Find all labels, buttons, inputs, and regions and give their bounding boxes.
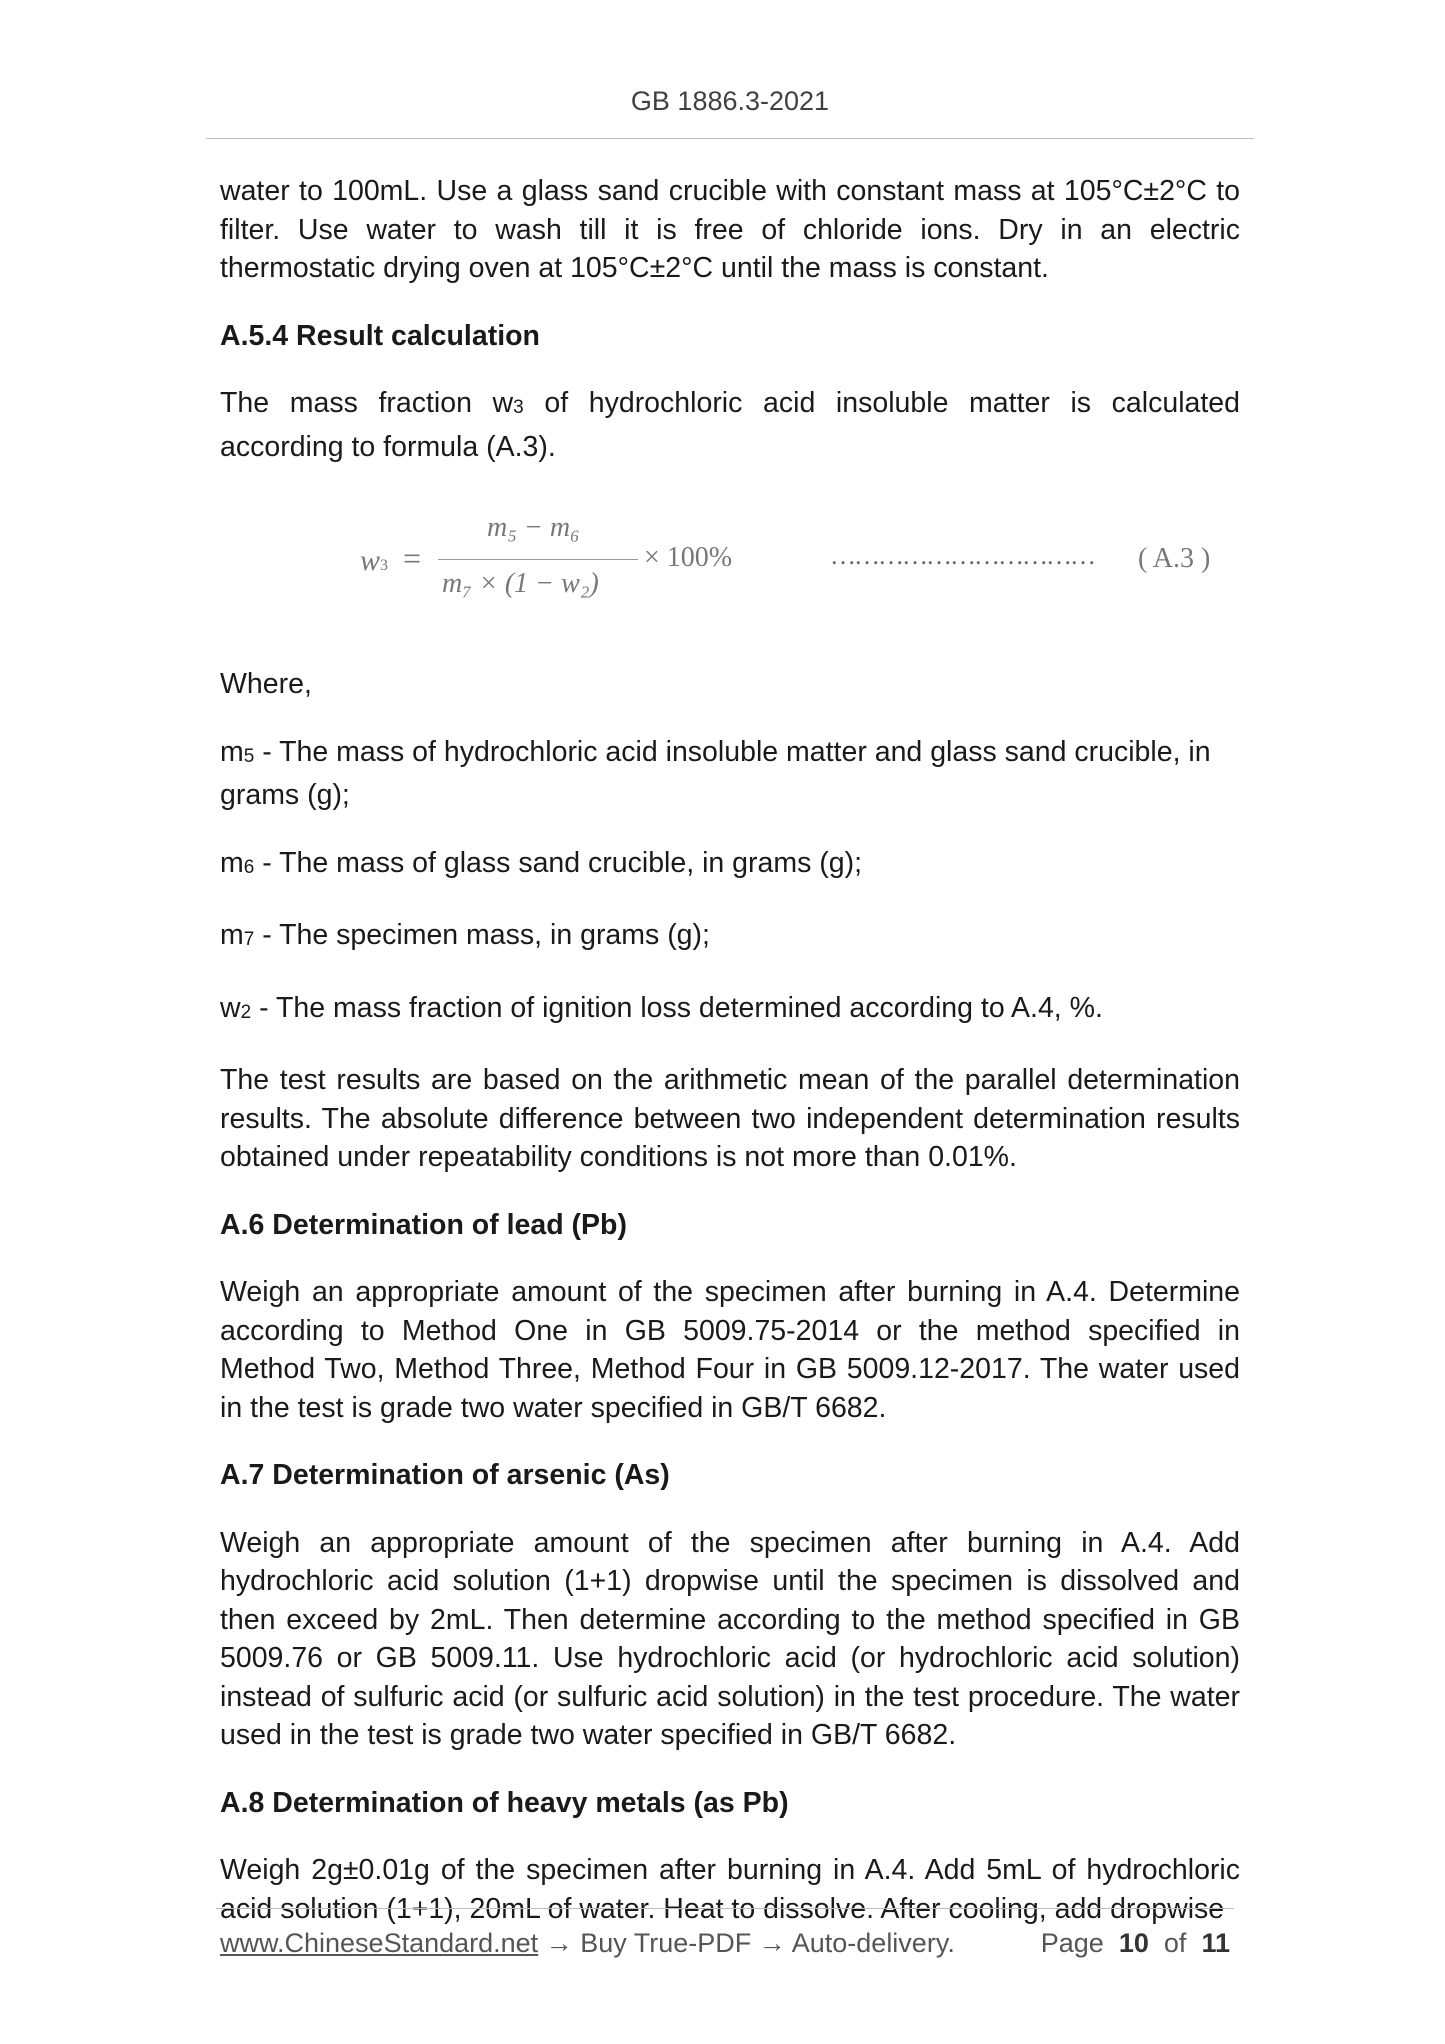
formula-numerator: m₅ − m₆ bbox=[487, 512, 580, 543]
footer-tagline: → Buy True-PDF → Auto-delivery. bbox=[538, 1928, 955, 1958]
page-footer bbox=[220, 1928, 1230, 1959]
definition-m6: m6 - The mass of glass sand crucible, in grams (g); bbox=[220, 846, 863, 879]
mass-fraction-text-a: The mass fraction w bbox=[220, 387, 514, 419]
fraction-bar bbox=[438, 559, 638, 560]
current-page-number: 10 bbox=[1118, 1928, 1149, 1958]
formula-leader-dots: …………………………… bbox=[830, 541, 1094, 570]
website-link[interactable]: www.ChineseStandard.net bbox=[220, 1928, 539, 1958]
mass-fraction-subscript: 3 bbox=[513, 397, 524, 418]
header-divider bbox=[206, 138, 1254, 139]
arsenic-paragraph: Weigh an appropriate amount of the specimen after burning in A.4. Add hydrochloric acid solution (1+1) dropwise until the specimen is dissolved and then exceed by 2mL. Then determine according to the method specified in GB 5009.76 or GB 5009.11. Use hydrochloric acid (or hydrochloric acid solution) instead of sulfuric acid (or sulfuric acid solution) in the test procedure. The water used in the test is grade two water specified in GB/T 6682. bbox=[220, 1526, 1240, 1751]
results-paragraph: The test results are based on the arithmetic mean of the parallel determination results. The absolute difference between two independent determination results obtained under repeatability conditions is not more than 0.01%. bbox=[220, 1064, 1240, 1173]
section-heading-lead: A.6 Determination of lead (Pb) bbox=[220, 1208, 627, 1241]
where-label: Where, bbox=[220, 668, 312, 700]
lead-paragraph: Weigh an appropriate amount of the specimen after burning in A.4. Determine according to Method One in GB 5009.75-2014 or the method specified in Method Two, Method Three, Method Four in GB 5009.12-2017. The water used in the test is grade two water specified in GB/T 6682. bbox=[220, 1276, 1240, 1424]
mass-fraction-text-b: of hydrochloric acid insoluble matter is calculated according to formula (A.3). bbox=[220, 387, 1241, 463]
formula-number: ( A.3 ) bbox=[1138, 543, 1211, 574]
formula-equals: = bbox=[403, 540, 422, 576]
total-pages: 11 bbox=[1201, 1928, 1230, 1958]
formula-denominator: m₇ × (1 − w₂) bbox=[442, 568, 599, 599]
section-heading-arsenic: A.7 Determination of arsenic (As) bbox=[220, 1459, 670, 1491]
formula-multiplier: × 100% bbox=[644, 542, 733, 573]
page-content bbox=[220, 172, 1240, 1957]
definition-w2: w2 - The mass fraction of ignition loss determined according to A.4, %. bbox=[220, 991, 1103, 1024]
formula-lhs: w3 bbox=[360, 544, 389, 577]
formula-a3 bbox=[220, 495, 1240, 645]
definition-m5: m5 - The mass of hydrochloric acid insoluble matter and glass sand crucible, in grams (g); bbox=[220, 735, 1211, 811]
section-heading-result-calculation: A.5.4 Result calculation bbox=[220, 319, 540, 352]
intro-paragraph: water to 100mL. Use a glass sand crucible with constant mass at 105°C±2°C to filter. Use water to wash till it is free of chloride ions. Dry in an electric thermostatic drying oven at 105°C±2°C until the mass is constant. bbox=[220, 175, 1240, 284]
section-heading-heavy-metals: A.8 Determination of heavy metals (as Pb) bbox=[220, 1786, 789, 1819]
page-indicator: Page 10 of 11 bbox=[1040, 1928, 1230, 1958]
footer-divider bbox=[216, 1908, 1234, 1909]
heavy-metals-paragraph: Weigh 2g±0.01g of the specimen after burning in A.4. Add 5mL of hydrochloric acid solution (1+1), 20mL of water. Heat to dissolve. After cooling, add dropwise bbox=[220, 1854, 1240, 1925]
mass-fraction-paragraph bbox=[220, 384, 1240, 466]
document-id-header: GB 1886.3-2021 bbox=[630, 86, 830, 116]
definition-m7: m7 - The specimen mass, in grams (g); bbox=[220, 919, 710, 951]
